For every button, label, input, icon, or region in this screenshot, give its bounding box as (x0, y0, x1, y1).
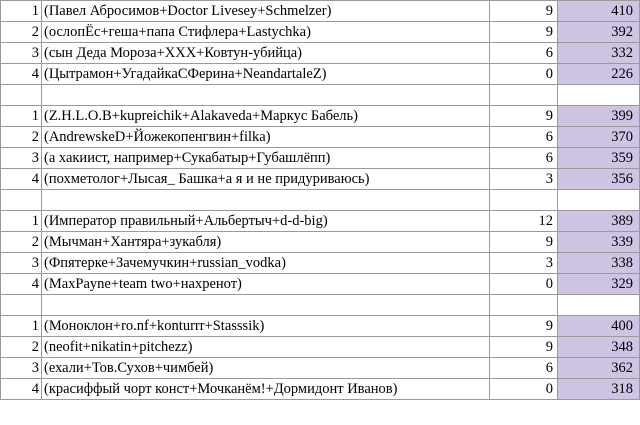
score-cell: 3 (490, 169, 558, 190)
table-row (1, 64, 640, 85)
total-cell: 338 (558, 253, 640, 274)
table-row (1, 1, 640, 22)
score-cell: 12 (490, 211, 558, 232)
total-cell: 410 (558, 1, 640, 22)
empty-cell (490, 85, 558, 106)
score-cell: 0 (490, 274, 558, 295)
team-cell: (neofit+nikatin+pitchezz) (42, 337, 490, 358)
team-cell: (а хакиист, например+Сукабатыр+Губашлёпп) (42, 148, 490, 169)
team-cell: (Моноклон+ro.nf+konturrr+Stasssik) (42, 316, 490, 337)
table-row (1, 43, 640, 64)
place-cell: 4 (1, 274, 42, 295)
empty-cell (558, 295, 640, 316)
total-cell: 332 (558, 43, 640, 64)
total-cell: 339 (558, 232, 640, 253)
team-cell: (AndrewskeD+Йожекопенгвин+filka) (42, 127, 490, 148)
team-cell: (похметолог+Лысая_ Башка+а я и не придуриваюсь) (42, 169, 490, 190)
empty-cell (1, 295, 42, 316)
team-cell: (Мычман+Хантяра+зукабля) (42, 232, 490, 253)
place-cell: 2 (1, 337, 42, 358)
team-cell: (Император правильный+Альбертыч+d-d-big) (42, 211, 490, 232)
team-cell: (ехали+Тов.Сухов+чимбей) (42, 358, 490, 379)
place-cell: 2 (1, 232, 42, 253)
spacer-row (1, 295, 640, 316)
score-cell: 9 (490, 22, 558, 43)
empty-cell (490, 190, 558, 211)
table-row (1, 169, 640, 190)
score-cell: 0 (490, 64, 558, 85)
place-cell: 1 (1, 211, 42, 232)
empty-cell (558, 85, 640, 106)
place-cell: 3 (1, 43, 42, 64)
team-cell: (красиффый чорт конст+Мочканём!+Дормидонт Иванов) (42, 379, 490, 400)
total-cell: 370 (558, 127, 640, 148)
total-cell: 318 (558, 379, 640, 400)
total-cell: 348 (558, 337, 640, 358)
empty-cell (42, 190, 490, 211)
total-cell: 356 (558, 169, 640, 190)
table-row (1, 337, 640, 358)
place-cell: 3 (1, 358, 42, 379)
score-cell: 9 (490, 316, 558, 337)
empty-cell (1, 190, 42, 211)
total-cell: 362 (558, 358, 640, 379)
empty-cell (1, 85, 42, 106)
score-cell: 9 (490, 232, 558, 253)
team-cell: (сын Деда Мороза+XXX+Ковтун-убийца) (42, 43, 490, 64)
empty-cell (42, 85, 490, 106)
table-row (1, 22, 640, 43)
table-row (1, 148, 640, 169)
team-cell: (Павел Абросимов+Doctor Livesey+Schmelzer) (42, 1, 490, 22)
table-row (1, 127, 640, 148)
place-cell: 2 (1, 127, 42, 148)
place-cell: 3 (1, 253, 42, 274)
total-cell: 389 (558, 211, 640, 232)
place-cell: 4 (1, 64, 42, 85)
table-row (1, 253, 640, 274)
table-row (1, 358, 640, 379)
table-row (1, 379, 640, 400)
total-cell: 400 (558, 316, 640, 337)
team-cell: (Z.H.L.O.B+kupreichik+Alakaveda+Маркус Бабель) (42, 106, 490, 127)
place-cell: 4 (1, 379, 42, 400)
team-cell: (MaxPayne+team two+нахренот) (42, 274, 490, 295)
table-row (1, 211, 640, 232)
score-cell: 9 (490, 337, 558, 358)
total-cell: 329 (558, 274, 640, 295)
table-row (1, 316, 640, 337)
place-cell: 1 (1, 1, 42, 22)
team-cell: (Цытрамон+УгадайкаСФерина+NeandartaleZ) (42, 64, 490, 85)
score-cell: 9 (490, 1, 558, 22)
team-cell: (Фпятерке+Зачемучкин+russian_vodka) (42, 253, 490, 274)
table-row (1, 274, 640, 295)
spacer-row (1, 85, 640, 106)
empty-cell (42, 295, 490, 316)
results-table-body (1, 1, 640, 400)
total-cell: 226 (558, 64, 640, 85)
place-cell: 1 (1, 316, 42, 337)
place-cell: 2 (1, 22, 42, 43)
total-cell: 392 (558, 22, 640, 43)
place-cell: 3 (1, 148, 42, 169)
score-cell: 6 (490, 43, 558, 64)
score-cell: 9 (490, 106, 558, 127)
score-cell: 6 (490, 127, 558, 148)
total-cell: 359 (558, 148, 640, 169)
place-cell: 4 (1, 169, 42, 190)
table-row (1, 106, 640, 127)
score-cell: 0 (490, 379, 558, 400)
score-cell: 6 (490, 148, 558, 169)
score-cell: 3 (490, 253, 558, 274)
place-cell: 1 (1, 106, 42, 127)
score-cell: 6 (490, 358, 558, 379)
empty-cell (558, 190, 640, 211)
table-row (1, 232, 640, 253)
team-cell: (ослопЁс+геша+папа Стифлера+Lastychka) (42, 22, 490, 43)
empty-cell (490, 295, 558, 316)
total-cell: 399 (558, 106, 640, 127)
spacer-row (1, 190, 640, 211)
